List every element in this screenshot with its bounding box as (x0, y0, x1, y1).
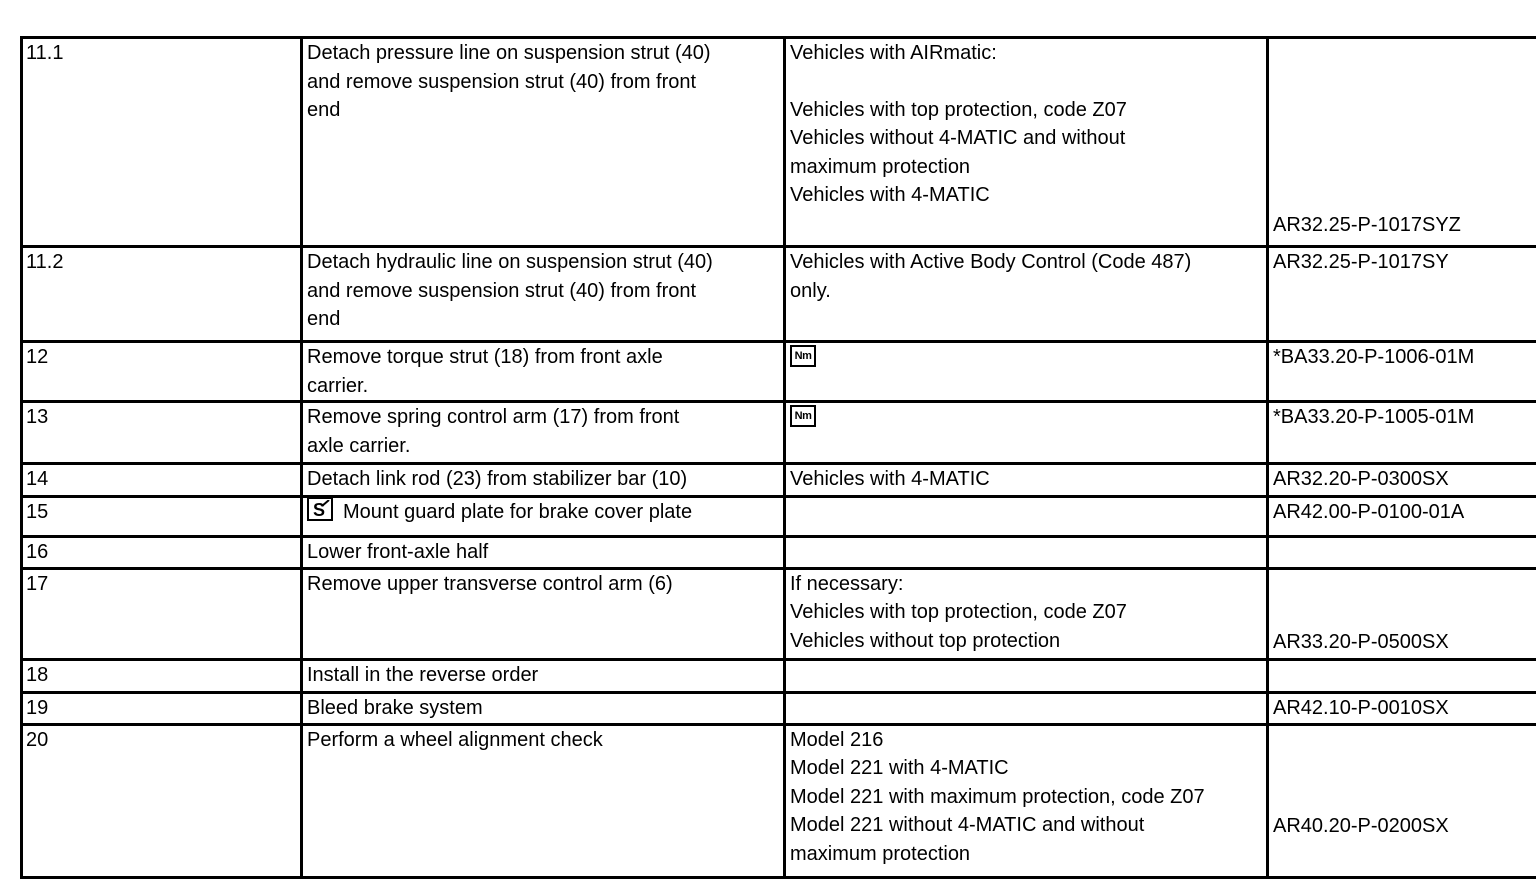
condition-text: Vehicles with 4-MATIC (790, 468, 990, 490)
step-number: 11.1 (22, 38, 302, 247)
action-text: Perform a wheel alignment check (307, 728, 603, 751)
step-number: 20 (22, 724, 302, 877)
reference-cell (1268, 497, 1536, 537)
svg-text:S: S (313, 499, 326, 518)
condition-spacer (790, 68, 1262, 96)
step-number: 17 (22, 568, 302, 659)
action-text: and remove suspension strut (40) from front (307, 70, 697, 93)
conditions-cell (785, 247, 1268, 342)
table-row (22, 402, 1536, 464)
reference-link[interactable]: AR42.10-P-0010SX (1273, 696, 1449, 719)
special-tool-icon[interactable] (307, 497, 333, 521)
condition-text: Vehicles without top protection (790, 629, 1061, 652)
condition-text: Vehicles with AIRmatic: (790, 42, 997, 64)
conditions-cell (785, 659, 1268, 692)
action-text: Remove spring control arm (17) from front (307, 406, 680, 428)
conditions-cell (785, 342, 1268, 402)
conditions-cell (785, 724, 1268, 877)
table-row (22, 247, 1536, 342)
action-cell (302, 464, 785, 497)
action-cell (302, 724, 785, 877)
condition-text: only. (790, 279, 831, 302)
step-number: 11.2 (22, 247, 302, 342)
conditions-cell (785, 38, 1268, 247)
table-row (22, 38, 1536, 247)
condition-text: Model 221 with 4-MATIC (790, 757, 1009, 779)
torque-nm-icon[interactable]: Nm (790, 345, 816, 367)
action-cell (302, 342, 785, 402)
page-edge-mark (21, 876, 47, 878)
action-cell (302, 247, 785, 342)
condition-text: Model 221 with maximum protection, code Z07 (790, 785, 1205, 808)
step-number: 12 (22, 342, 302, 402)
condition-text: Model 216 (790, 728, 884, 751)
step-number: 16 (22, 537, 302, 569)
reference-link[interactable]: AR42.00-P-0100-01A (1273, 501, 1465, 523)
reference-link[interactable]: AR32.25-P-1017SY (1273, 251, 1449, 273)
reference-cell (1268, 342, 1536, 402)
conditions-cell (785, 497, 1268, 537)
action-cell (302, 659, 785, 692)
table-row (22, 537, 1536, 569)
condition-text: Model 221 without 4-MATIC and without (790, 814, 1145, 836)
condition-text: Vehicles with 4-MATIC (790, 184, 990, 206)
reference-link[interactable]: AR33.20-P-0500SX (1273, 630, 1449, 653)
condition-text: Vehicles with top protection, code Z07 (790, 98, 1127, 121)
reference-link[interactable]: AR32.20-P-0300SX (1273, 468, 1449, 490)
action-text: and remove suspension strut (40) from front (307, 279, 697, 302)
table-row (22, 464, 1536, 497)
action-text: axle carrier. (307, 434, 411, 457)
table-row (22, 692, 1536, 724)
reference-cell (1268, 38, 1536, 247)
action-text: carrier. (307, 374, 369, 397)
action-cell (302, 38, 785, 247)
action-text: Detach hydraulic line on suspension strut (40) (307, 251, 713, 273)
reference-cell (1268, 464, 1536, 497)
conditions-cell (785, 568, 1268, 659)
reference-cell (1268, 659, 1536, 692)
table-row (22, 568, 1536, 659)
action-text: Detach pressure line on suspension strut (40) (307, 42, 711, 64)
condition-text: Vehicles with top protection, code Z07 (790, 601, 1127, 623)
action-text: Lower front-axle half (307, 541, 489, 563)
action-text: Remove torque strut (18) from front axle (307, 346, 663, 368)
reference-cell (1268, 724, 1536, 877)
conditions-cell (785, 692, 1268, 724)
table-row (22, 497, 1536, 537)
conditions-cell (785, 464, 1268, 497)
table-row (22, 342, 1536, 402)
procedure-table (20, 36, 1536, 879)
reference-link[interactable]: *BA33.20-P-1006-01M (1273, 346, 1475, 368)
reference-cell (1268, 568, 1536, 659)
condition-text: Vehicles without 4-MATIC and without (790, 127, 1126, 149)
action-cell (302, 497, 785, 537)
reference-cell (1268, 692, 1536, 724)
action-cell (302, 402, 785, 464)
reference-cell (1268, 402, 1536, 464)
action-text: end (307, 99, 341, 121)
action-text: Mount guard plate for brake cover plate (343, 501, 693, 523)
action-cell (302, 537, 785, 569)
action-text: Remove upper transverse control arm (6) (307, 572, 673, 595)
step-number: 18 (22, 659, 302, 692)
table-row (22, 724, 1536, 877)
step-number: 19 (22, 692, 302, 724)
reference-link[interactable]: AR32.25-P-1017SYZ (1273, 214, 1461, 236)
condition-text: maximum protection (790, 155, 971, 178)
condition-text: Vehicles with Active Body Control (Code 487) (790, 251, 1192, 273)
step-number: 15 (22, 497, 302, 537)
step-number: 13 (22, 402, 302, 464)
action-text: Install in the reverse order (307, 663, 539, 686)
conditions-cell (785, 402, 1268, 464)
step-number: 14 (22, 464, 302, 497)
reference-cell (1268, 537, 1536, 569)
condition-text: If necessary: (790, 572, 904, 595)
action-cell (302, 692, 785, 724)
table-row (22, 659, 1536, 692)
reference-link[interactable]: *BA33.20-P-1005-01M (1273, 406, 1475, 428)
action-text: Bleed brake system (307, 696, 483, 719)
action-text: Detach link rod (23) from stabilizer bar (10) (307, 468, 688, 490)
reference-cell (1268, 247, 1536, 342)
action-text: end (307, 308, 341, 330)
torque-nm-icon[interactable]: Nm (790, 405, 816, 427)
reference-link[interactable]: AR40.20-P-0200SX (1273, 814, 1449, 837)
conditions-cell (785, 537, 1268, 569)
condition-text: maximum protection (790, 842, 971, 865)
action-cell (302, 568, 785, 659)
